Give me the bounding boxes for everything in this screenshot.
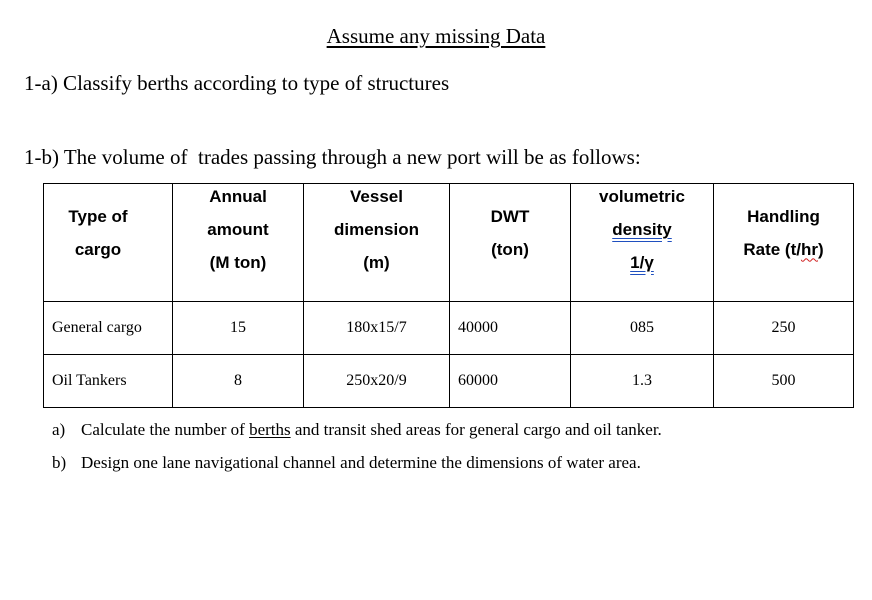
- header-handling-line-2a: Rate (t/: [743, 239, 801, 259]
- task-a-text-start: Calculate the number of: [81, 420, 250, 439]
- table-row: [44, 302, 854, 355]
- header-type-line-2: cargo: [74, 239, 122, 259]
- task-a-marker: a): [52, 420, 66, 439]
- header-dwt-line-2: (ton): [491, 239, 529, 259]
- cell-vessel: 250x20/9: [304, 355, 450, 408]
- header-dwt: [450, 184, 571, 302]
- task-b-text: Design one lane navigational channel and determine the dimensions of water area.: [81, 453, 641, 472]
- header-vol-line-1: volumetric: [599, 187, 685, 206]
- cell-handling: 500: [714, 355, 854, 408]
- task-a-text-end: and transit shed areas for general cargo and oil tanker.: [290, 420, 662, 439]
- header-handling-rate: [714, 184, 854, 302]
- table-row: [44, 355, 854, 408]
- header-annual-line-3: (M ton): [209, 253, 267, 272]
- header-vessel-line-1: Vessel: [350, 187, 403, 206]
- task-a-berths: berths: [249, 420, 291, 439]
- task-b-marker: b): [52, 453, 67, 472]
- header-handling-line-2c: ): [817, 239, 824, 259]
- header-type-of-cargo: [44, 184, 173, 302]
- header-volumetric-density: [571, 184, 714, 302]
- cell-annual: 8: [173, 355, 304, 408]
- cell-annual: 15: [173, 302, 304, 355]
- header-annual-line-2: amount: [207, 220, 269, 239]
- cell-handling: 250: [714, 302, 854, 355]
- task-a: [52, 418, 662, 451]
- cell-volumetric: 085: [571, 302, 714, 355]
- page-title: [0, 24, 872, 49]
- header-vessel-line-3: (m): [363, 253, 390, 272]
- header-handling-line-2b: hr: [800, 239, 818, 259]
- header-vessel-dimension: [304, 184, 450, 302]
- question-1b: 1-b) The volume of trades passing through a new port will be as follows:: [24, 145, 641, 169]
- cell-volumetric: 1.3: [571, 355, 714, 408]
- header-vol-line-3: 1/γ: [630, 253, 654, 272]
- header-vessel-line-2: dimension: [333, 220, 419, 239]
- header-vol-line-2: density: [612, 220, 672, 239]
- cell-vessel: 180x15/7: [304, 302, 450, 355]
- header-type-line-1: Type of: [68, 206, 128, 226]
- header-dwt-line-1: DWT: [490, 206, 530, 226]
- header-annual-line-1: Annual: [209, 187, 267, 206]
- question-1a: 1-a) Classify berths according to type of structures: [24, 71, 450, 95]
- header-handling-line-1: Handling: [747, 206, 820, 226]
- task-list: [52, 418, 662, 484]
- table-header-row: [44, 184, 854, 302]
- title-text: Assume any missing Data: [326, 24, 546, 48]
- cell-type: Oil Tankers: [44, 355, 173, 408]
- cell-type: General cargo: [44, 302, 173, 355]
- cell-dwt: 60000: [450, 355, 571, 408]
- header-annual-amount: [173, 184, 304, 302]
- trade-volume-table: [43, 183, 854, 408]
- task-b: [52, 451, 662, 484]
- cell-dwt: 40000: [450, 302, 571, 355]
